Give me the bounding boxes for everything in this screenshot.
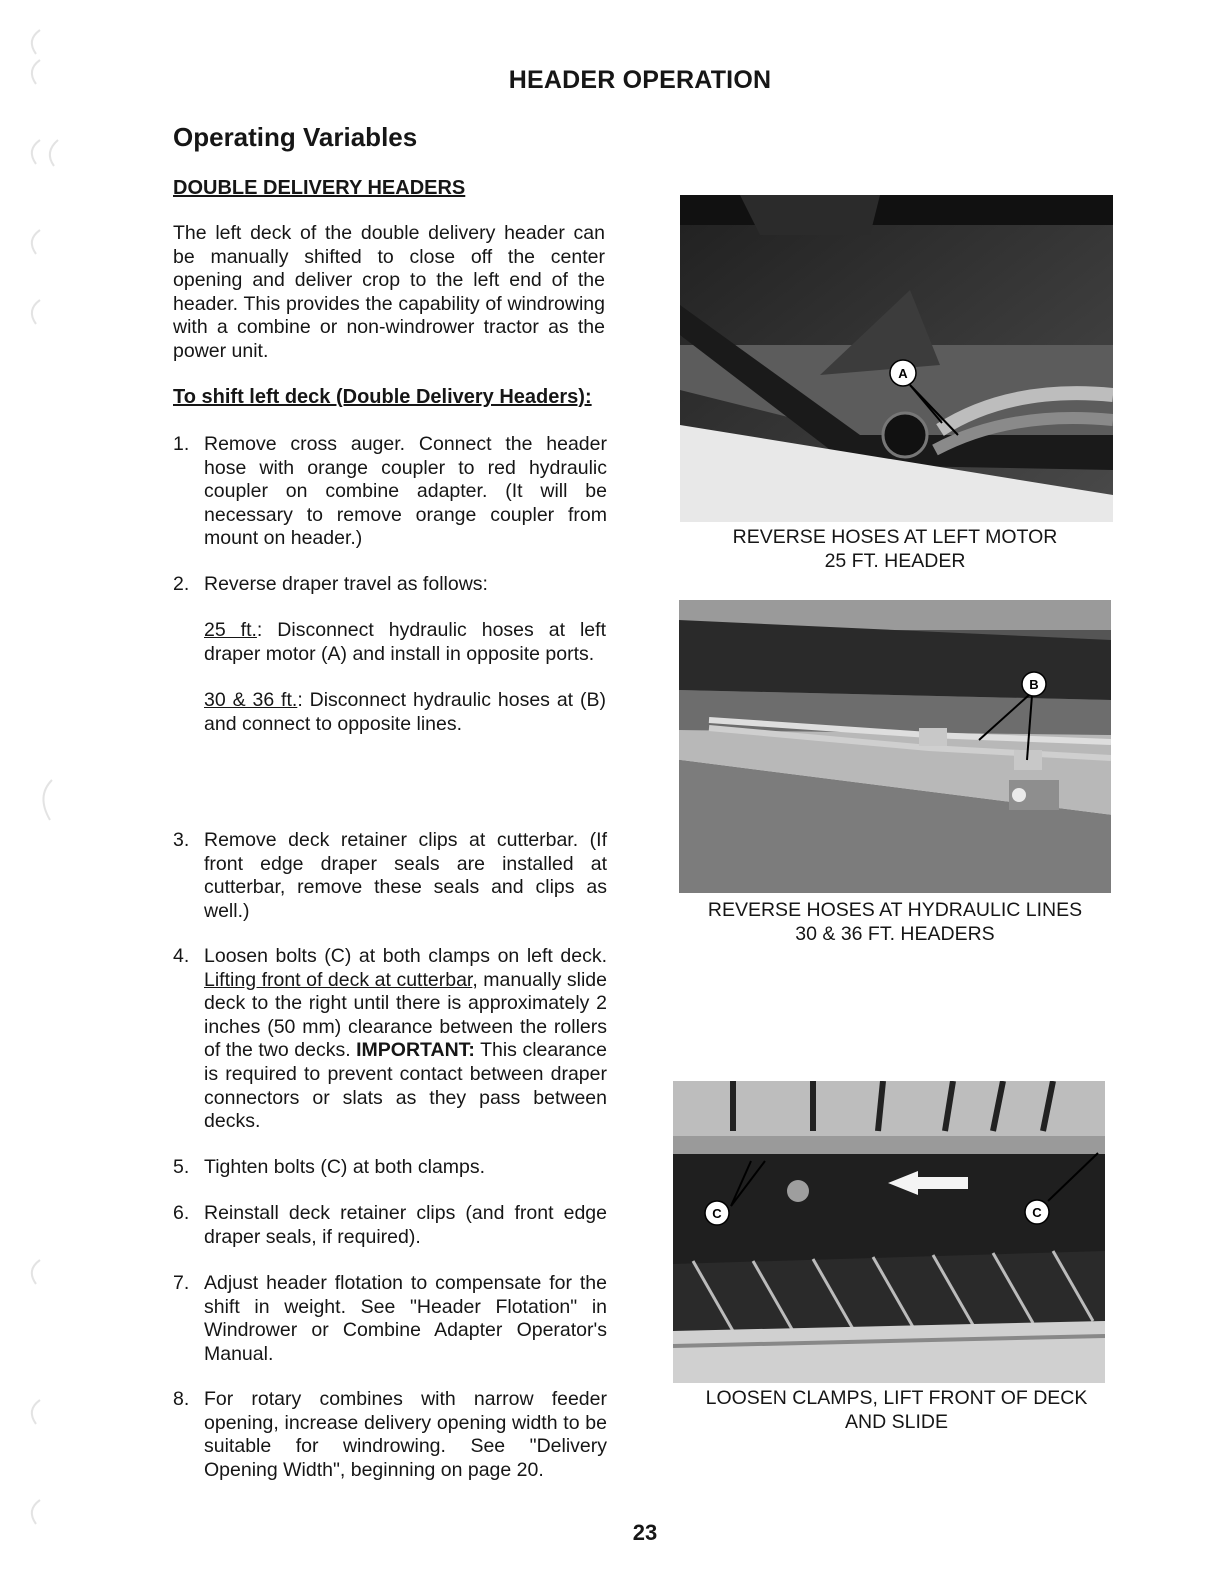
caption-line: 25 FT. HEADER (824, 549, 966, 572)
step-text-part: , manually slide deck to the right until there is approximately 2 inches (50 mm) clearance between the rollers of the two decks. (204, 968, 607, 1062)
caption-line: REVERSE HOSES AT LEFT MOTOR (732, 526, 1058, 548)
step-number: 8. (173, 1388, 190, 1410)
step-text-underlined: Lifting front of deck at cutterbar (204, 968, 473, 991)
page-number: 23 (632, 1520, 658, 1545)
important-text: This clearance is required to prevent contact between draper connectors or slats as they pass between decks. (204, 1039, 607, 1133)
step-text-part: Loosen bolts (C) at both clamps on left deck. (204, 945, 607, 967)
figure-left-motor-photo (680, 195, 1113, 522)
callout-c-label: C (712, 1206, 722, 1221)
page-title: HEADER OPERATION (508, 66, 772, 94)
caption-line: AND SLIDE (845, 1410, 948, 1433)
callout-b-label: B (1029, 677, 1039, 692)
step-number: 5. (173, 1156, 190, 1178)
step-text: Reverse draper travel as follows: (204, 573, 488, 595)
section-title: Operating Variables (173, 122, 418, 152)
substep-text: : Disconnect hydraulic hoses at (B) and connect to opposite lines. (204, 689, 606, 735)
step-text: Reinstall deck retainer clips (and front edge draper seals, if required). (204, 1202, 607, 1248)
important-label: IMPORTANT: (356, 1039, 475, 1062)
substep-label: 25 ft. (204, 619, 257, 641)
step-number: 1. (173, 433, 190, 455)
substep-text: : Disconnect hydraulic hoses at left draper motor (A) and install in opposite ports. (204, 619, 606, 665)
callout-c-label: C (1032, 1205, 1042, 1220)
step-6 (173, 1202, 607, 1249)
caption-line: 30 & 36 FT. HEADERS (795, 922, 995, 945)
caption-line: REVERSE HOSES AT HYDRAULIC LINES (707, 899, 1083, 921)
section-subtitle: DOUBLE DELIVERY HEADERS (173, 177, 466, 199)
step-text (204, 945, 607, 1134)
step-3 (173, 829, 607, 923)
caption-line: LOOSEN CLAMPS, LIFT FRONT OF DECK (705, 1387, 1088, 1409)
figure-1-caption (680, 526, 1110, 573)
procedure-title: To shift left deck (Double Delivery Headers): (173, 386, 592, 408)
step-text: Tighten bolts (C) at both clamps. (204, 1156, 486, 1178)
step-5 (173, 1156, 607, 1180)
figure-3-caption (673, 1387, 1120, 1434)
step-number: 6. (173, 1202, 190, 1224)
substep-label: 30 & 36 ft. (204, 689, 298, 711)
figure-hydraulic-lines-photo (679, 600, 1111, 893)
step-text: Adjust header flotation to compensate for the shift in weight. See "Header Flotation" in Windrower or Combine Adapter Operator's Manual. (204, 1272, 607, 1365)
step-text: For rotary combines with narrow feeder opening, increase delivery opening width to be suitable for windrowing. See "Delivery Opening Width", beginning on page 20. (204, 1388, 607, 1481)
step-number: 4. (173, 945, 190, 967)
intro-paragraph: The left deck of the double delivery header can be manually shifted to close off the center opening and deliver crop to the left end of the header. This provides the capability of windrowing with a combine or non-windrower tractor as the power unit. (173, 222, 605, 362)
step-number: 7. (173, 1272, 190, 1294)
step-text: Remove deck retainer clips at cutterbar. (If front edge draper seals are installed at cutterbar, remove these seals and clips as well.) (204, 829, 607, 922)
step-4 (173, 945, 607, 1134)
binder-margin-marks (0, 0, 70, 1592)
step-number: 2. (173, 573, 190, 595)
step-number: 3. (173, 829, 190, 851)
substep-25ft (204, 619, 606, 666)
step-text: Remove cross auger. Connect the header hose with orange coupler to red hydraulic coupler on combine adapter. (It will be necessary to remove orange coupler from mount on header.) (204, 433, 607, 550)
callout-a-label: A (898, 366, 908, 381)
step-8 (173, 1388, 607, 1482)
step-7 (173, 1272, 607, 1366)
step-1 (173, 433, 607, 551)
step-2 (173, 573, 607, 597)
figure-2-caption (679, 899, 1111, 946)
substep-30-36ft (204, 689, 606, 736)
figure-deck-clamps-photo (673, 1081, 1105, 1383)
